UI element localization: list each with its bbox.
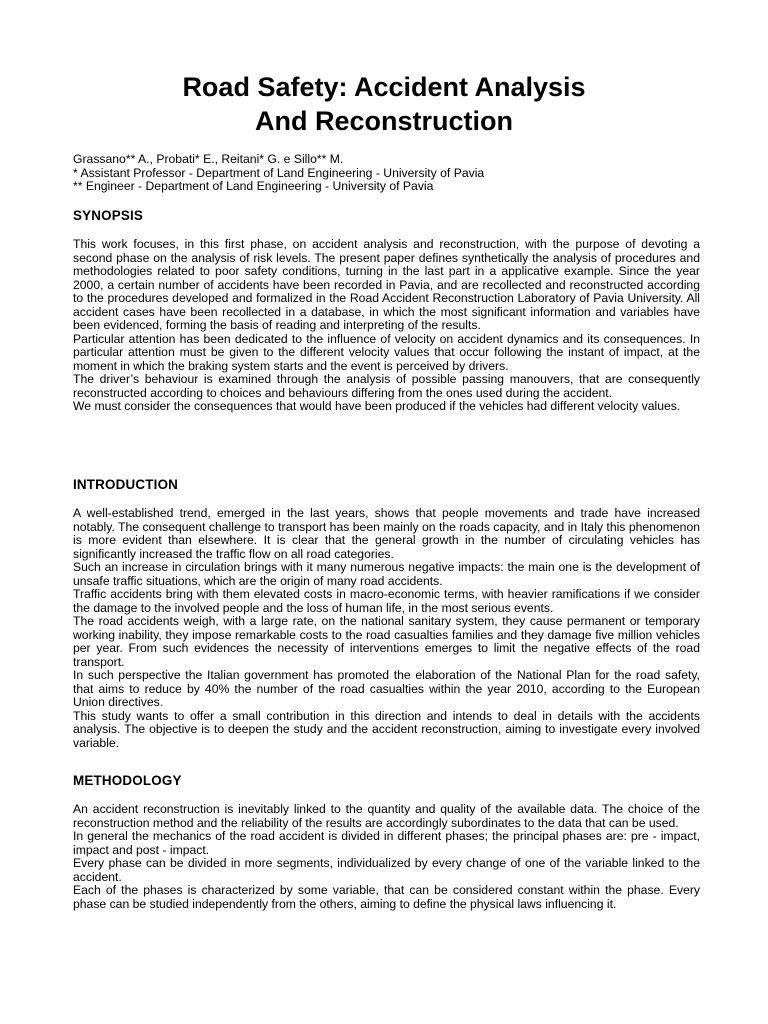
title-line-2: And Reconstruction bbox=[254, 106, 513, 136]
section-heading-introduction: INTRODUCTION bbox=[73, 477, 179, 492]
paragraph: An accident reconstruction is inevitably linked to the quantity and quality of the available data. The choice of the reconstruction method and the reliability of the results are accordingly subordinates to the data that can be used. bbox=[73, 802, 700, 830]
paragraph: Traffic accidents bring with them elevated costs in macro-economic terms, with heavier ramifications if we consider the damage to the involved people and the loss of human life, in the most serious events. bbox=[73, 587, 700, 615]
section-heading-synopsis: SYNOPSIS bbox=[73, 208, 144, 223]
paragraph: The driver’s behaviour is examined through the analysis of possible passing manouvers, that are consequently reconstructed according to choices and behaviours differing from the ones used during the accident. bbox=[73, 372, 700, 400]
section-heading-methodology: METHODOLOGY bbox=[73, 773, 182, 788]
paragraph: This work focuses, in this first phase, on accident analysis and reconstruction, with the purpose of devoting a second phase on the analysis of risk levels. The present paper defines synthetically the analysis of procedures and methodologies related to poor safety conditions, turning in the last part in a applicative example. Since the year 2000, a certain number of accidents have been recorded in Pavia, and are recollected and reconstructed according to the procedures developed and formalized in the Road Accident Reconstruction Laboratory of Pavia University. All accident cases have been recollected in a database, in which the most significant information and variables have been evidenced, forming the basis of reading and interpreting of the results. bbox=[73, 237, 700, 332]
paragraph: The road accidents weigh, with a large rate, on the national sanitary system, they cause permanent or temporary working inability, they impose remarkable costs to the road casualties families and they damage five million vehicles per year. From such evidences the necessity of interventions emerges to limit the negative effects of the road transport. bbox=[73, 614, 700, 669]
paragraph: In general the mechanics of the road accident is divided in different phases; the principal phases are: pre - impact, impact and post - impact. bbox=[73, 829, 700, 857]
paragraph: A well-established trend, emerged in the last years, shows that people movements and trade have increased notably. The consequent challenge to transport has been mainly on the roads capacity, and in Italy this phenomenon is more evident than elsewhere. It is clear that the general growth in the number of circulating vehicles has significantly increased the traffic flow on all road categories. bbox=[73, 506, 700, 561]
section-body-synopsis bbox=[73, 238, 700, 414]
paragraph: In such perspective the Italian government has promoted the elaboration of the National Plan for the road safety, that aims to reduce by 40% the number of the road casualties within the year 2010, according to the European Union directives. bbox=[73, 668, 700, 709]
section-body-methodology bbox=[73, 803, 700, 911]
paragraph: Every phase can be divided in more segments, individualized by every change of one of the variable linked to the accident. bbox=[73, 856, 700, 884]
affiliation-2: ** Engineer - Department of Land Engineering - University of Pavia bbox=[73, 179, 434, 193]
paragraph: Such an increase in circulation brings with it many numerous negative impacts: the main one is the development of unsafe traffic situations, which are the origin of many road accidents. bbox=[73, 560, 700, 588]
paper-title bbox=[0, 70, 768, 138]
title-line-1: Road Safety: Accident Analysis bbox=[182, 72, 586, 102]
paragraph: This study wants to offer a small contribution in this direction and intends to deal in details with the accidents analysis. The objective is to deepen the study and the accident reconstruction, aiming to investigate every involved variable. bbox=[73, 708, 700, 750]
paragraph: Particular attention has been dedicated to the influence of velocity on accident dynamics and its consequences. In particular attention must be given to the different velocity values that occur following the instant of impact, at the moment in which the braking system starts and the event is perceived by drivers. bbox=[73, 331, 700, 373]
section-body-introduction bbox=[73, 507, 700, 750]
author-block bbox=[73, 153, 703, 194]
paragraph: Each of the phases is characterized by some variable, that can be considered constant within the phase. Every phase can be studied independently from the others, aiming to define the physical laws influencing it. bbox=[73, 883, 700, 911]
author-names: Grassano** A., Probati* E., Reitani* G. e Sillo** M. bbox=[73, 152, 344, 166]
paragraph: We must consider the consequences that would have been produced if the vehicles had different velocity values. bbox=[73, 399, 681, 413]
affiliation-1: * Assistant Professor - Department of Land Engineering - University of Pavia bbox=[73, 165, 485, 180]
